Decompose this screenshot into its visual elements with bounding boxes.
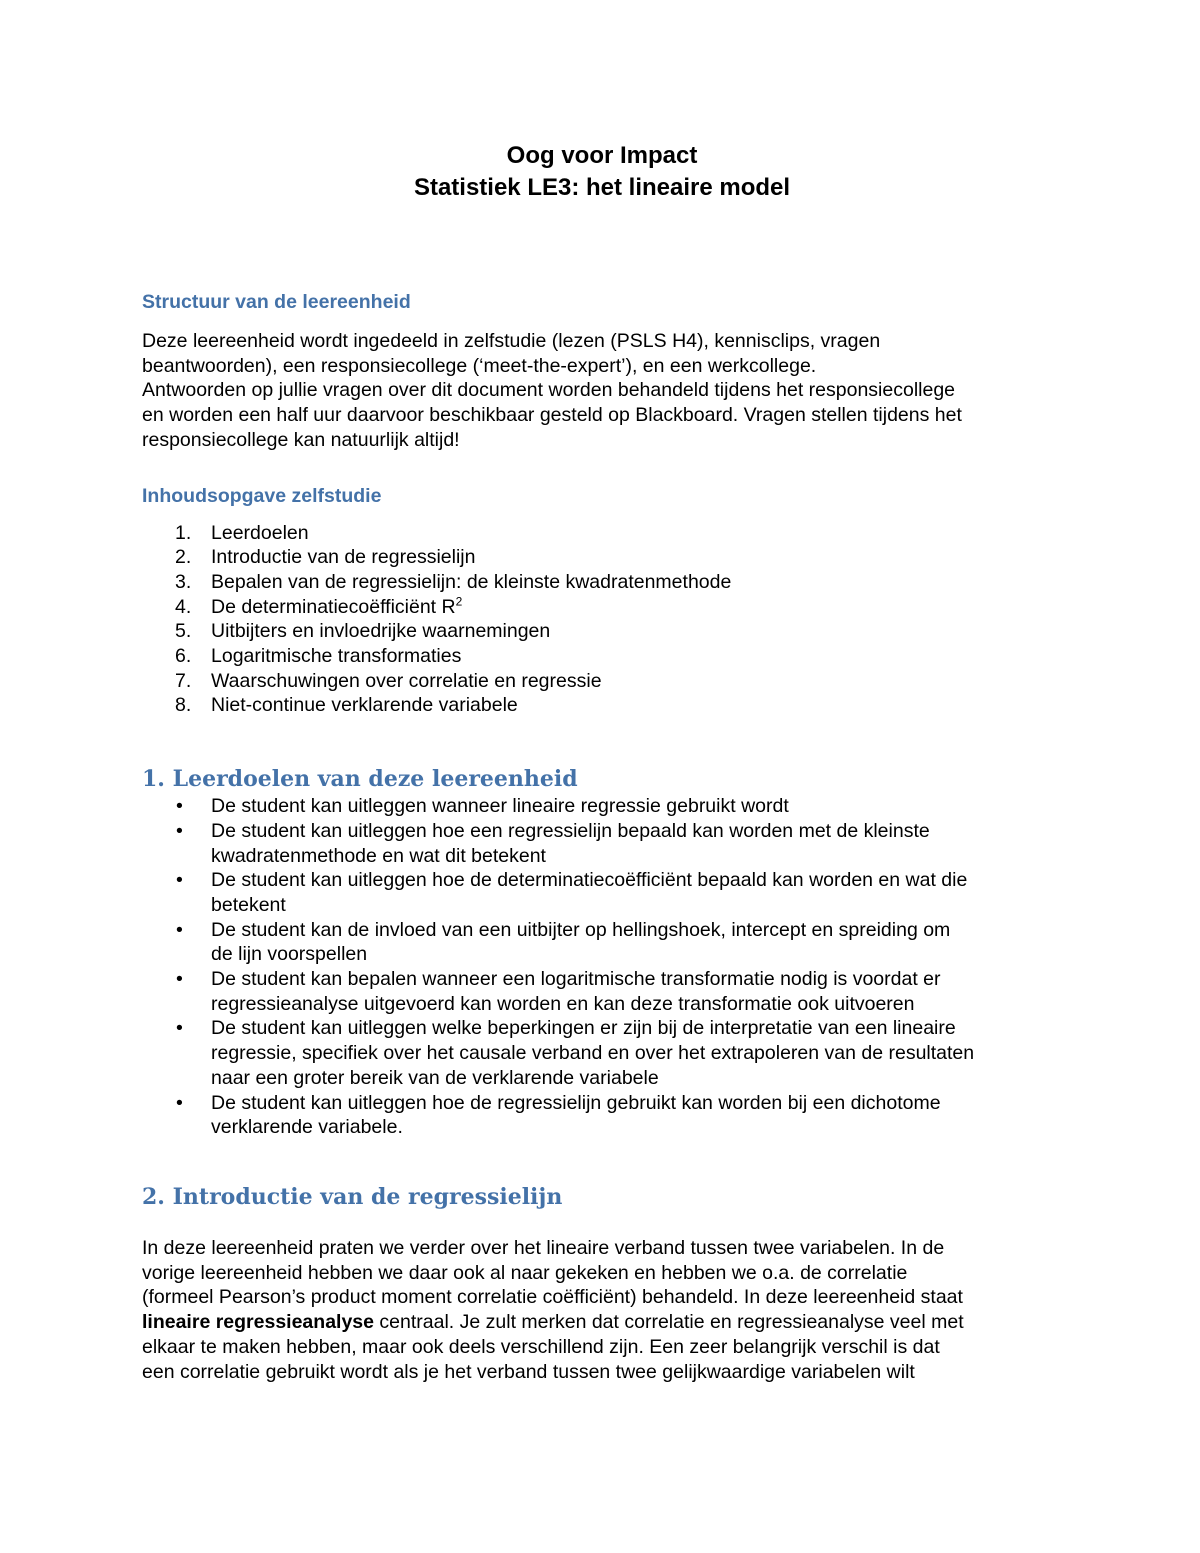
list-item-line: De student kan uitleggen hoe een regressielijn bepaald kan worden met de kleinste (211, 819, 930, 842)
list-item (142, 918, 1062, 967)
toc-item (142, 595, 1062, 620)
toc-item-text: Logaritmische transformaties (211, 645, 462, 668)
document-title: Oog voor Impact (506, 142, 698, 169)
list-item-line: naar een groter bereik van de verklarende variabele (211, 1066, 659, 1089)
toc-item-number: 8. (175, 694, 192, 717)
list-item-line: De student kan de invloed van een uitbijter op hellingshoek, intercept en spreiding om (211, 918, 951, 941)
learning-goals-list (142, 794, 1062, 1140)
list-item-line: verklarende variabele. (211, 1116, 403, 1139)
superscript: 2 (455, 594, 463, 609)
text-segment: centraal. Je zult merken dat correlatie en regressieanalyse veel met (374, 1311, 964, 1334)
document-subtitle: Statistiek LE3: het lineaire model (413, 174, 791, 201)
list-item-line: de lijn voorspellen (211, 943, 368, 966)
toc-item (142, 693, 1062, 718)
toc-item-number: 4. (175, 595, 192, 618)
text-line: (formeel Pearson’s product moment correlatie coëfficiënt) behandeld. In deze leereenheid staat (142, 1286, 963, 1309)
list-item-line: De student kan uitleggen welke beperkingen er zijn bij de interpretatie van een lineaire (211, 1017, 956, 1040)
list-item-line: kwadratenmethode en wat dit betekent (211, 844, 546, 867)
toc-item (142, 619, 1062, 644)
bullet-icon: • (176, 968, 183, 991)
toc-item-number: 2. (175, 546, 192, 569)
toc-item-text: Niet-continue verklarende variabele (211, 694, 518, 717)
toc-item (142, 644, 1062, 669)
toc-item-text: De determinatiecoëfficiënt R (211, 595, 456, 618)
document-page (142, 140, 1062, 1384)
list-item-line: regressieanalyse uitgevoerd kan worden en kan deze transformatie ook uitvoeren (211, 992, 915, 1015)
list-item-line: De student kan uitleggen hoe de determinatiecoëfficiënt bepaald kan worden en wat die (211, 869, 968, 892)
list-item (142, 967, 1062, 1016)
list-item-line: De student kan uitleggen hoe de regressielijn gebruikt kan worden bij een dichotome (211, 1091, 941, 1114)
structuur-paragraph (142, 329, 1062, 453)
text-line: vorige leereenheid hebben we daar ook al naar gekeken en hebben we o.a. de correlatie (142, 1261, 908, 1284)
bullet-icon: • (176, 869, 183, 892)
toc-item (142, 570, 1062, 595)
bullet-icon: • (176, 795, 183, 818)
list-item (142, 794, 1062, 819)
list-item (142, 819, 1062, 868)
list-item-line: De student kan bepalen wanneer een logaritmische transformatie nodig is voordat er (211, 968, 941, 991)
text-line: een correlatie gebruikt wordt als je het verband tussen twee gelijkwaardige variabelen wilt (142, 1360, 915, 1383)
toc-item-number: 5. (175, 620, 192, 643)
bullet-icon: • (176, 1017, 183, 1040)
toc-item-text: Waarschuwingen over correlatie en regressie (211, 669, 602, 692)
toc-item-text: Introductie van de regressielijn (211, 546, 476, 569)
toc-item-text: Uitbijters en invloedrijke waarnemingen (211, 620, 551, 643)
toc-item-number: 6. (175, 645, 192, 668)
text-line: responsiecollege kan natuurlijk altijd! (142, 428, 460, 451)
text-line: In deze leereenheid praten we verder over het lineaire verband tussen twee variabelen. In de (142, 1236, 945, 1259)
list-item (142, 1091, 1062, 1140)
text-line: Antwoorden op jullie vragen over dit document worden behandeld tijdens het responsiecollege (142, 379, 956, 402)
toc-item-number: 1. (175, 521, 192, 544)
text-line: elkaar te maken hebben, maar ook deels verschillend zijn. Een zeer belangrijk verschil is dat (142, 1335, 940, 1358)
toc-item-text: Leerdoelen (211, 521, 309, 544)
text-line (142, 1310, 1062, 1335)
heading-leerdoelen: 1. Leerdoelen van deze leereenheid (142, 766, 578, 793)
bullet-icon: • (176, 918, 183, 941)
introductie-paragraph (142, 1236, 1062, 1384)
list-item-line: De student kan uitleggen wanneer lineaire regressie gebruikt wordt (211, 795, 789, 818)
bullet-icon: • (176, 1091, 183, 1114)
toc-item-number: 7. (175, 669, 192, 692)
toc-item-number: 3. (175, 570, 192, 593)
toc-item (142, 669, 1062, 694)
bold-term: lineaire regressieanalyse (142, 1311, 374, 1334)
toc-item (142, 545, 1062, 570)
toc-list (142, 521, 1062, 719)
list-item-line: regressie, specifiek over het causale verband en over het extrapoleren van de resultaten (211, 1042, 975, 1065)
toc-item (142, 521, 1062, 546)
heading-inhoudsopgave: Inhoudsopgave zelfstudie (142, 484, 382, 507)
list-item-line: betekent (211, 893, 286, 916)
toc-item-text: Bepalen van de regressielijn: de kleinste kwadratenmethode (211, 570, 732, 593)
text-line: beantwoorden), een responsiecollege (‘meet-the-expert’), en een werkcollege. (142, 354, 817, 377)
list-item (142, 868, 1062, 917)
heading-structuur: Structuur van de leereenheid (142, 291, 411, 313)
heading-introductie: 2. Introductie van de regressielijn (142, 1183, 563, 1210)
text-line: Deze leereenheid wordt ingedeeld in zelfstudie (lezen (PSLS H4), kennisclips, vragen (142, 330, 881, 352)
text-line: en worden een half uur daarvoor beschikbaar gesteld op Blackboard. Vragen stellen tijdens het (142, 404, 962, 427)
bullet-icon: • (176, 819, 183, 842)
list-item (142, 1016, 1062, 1090)
